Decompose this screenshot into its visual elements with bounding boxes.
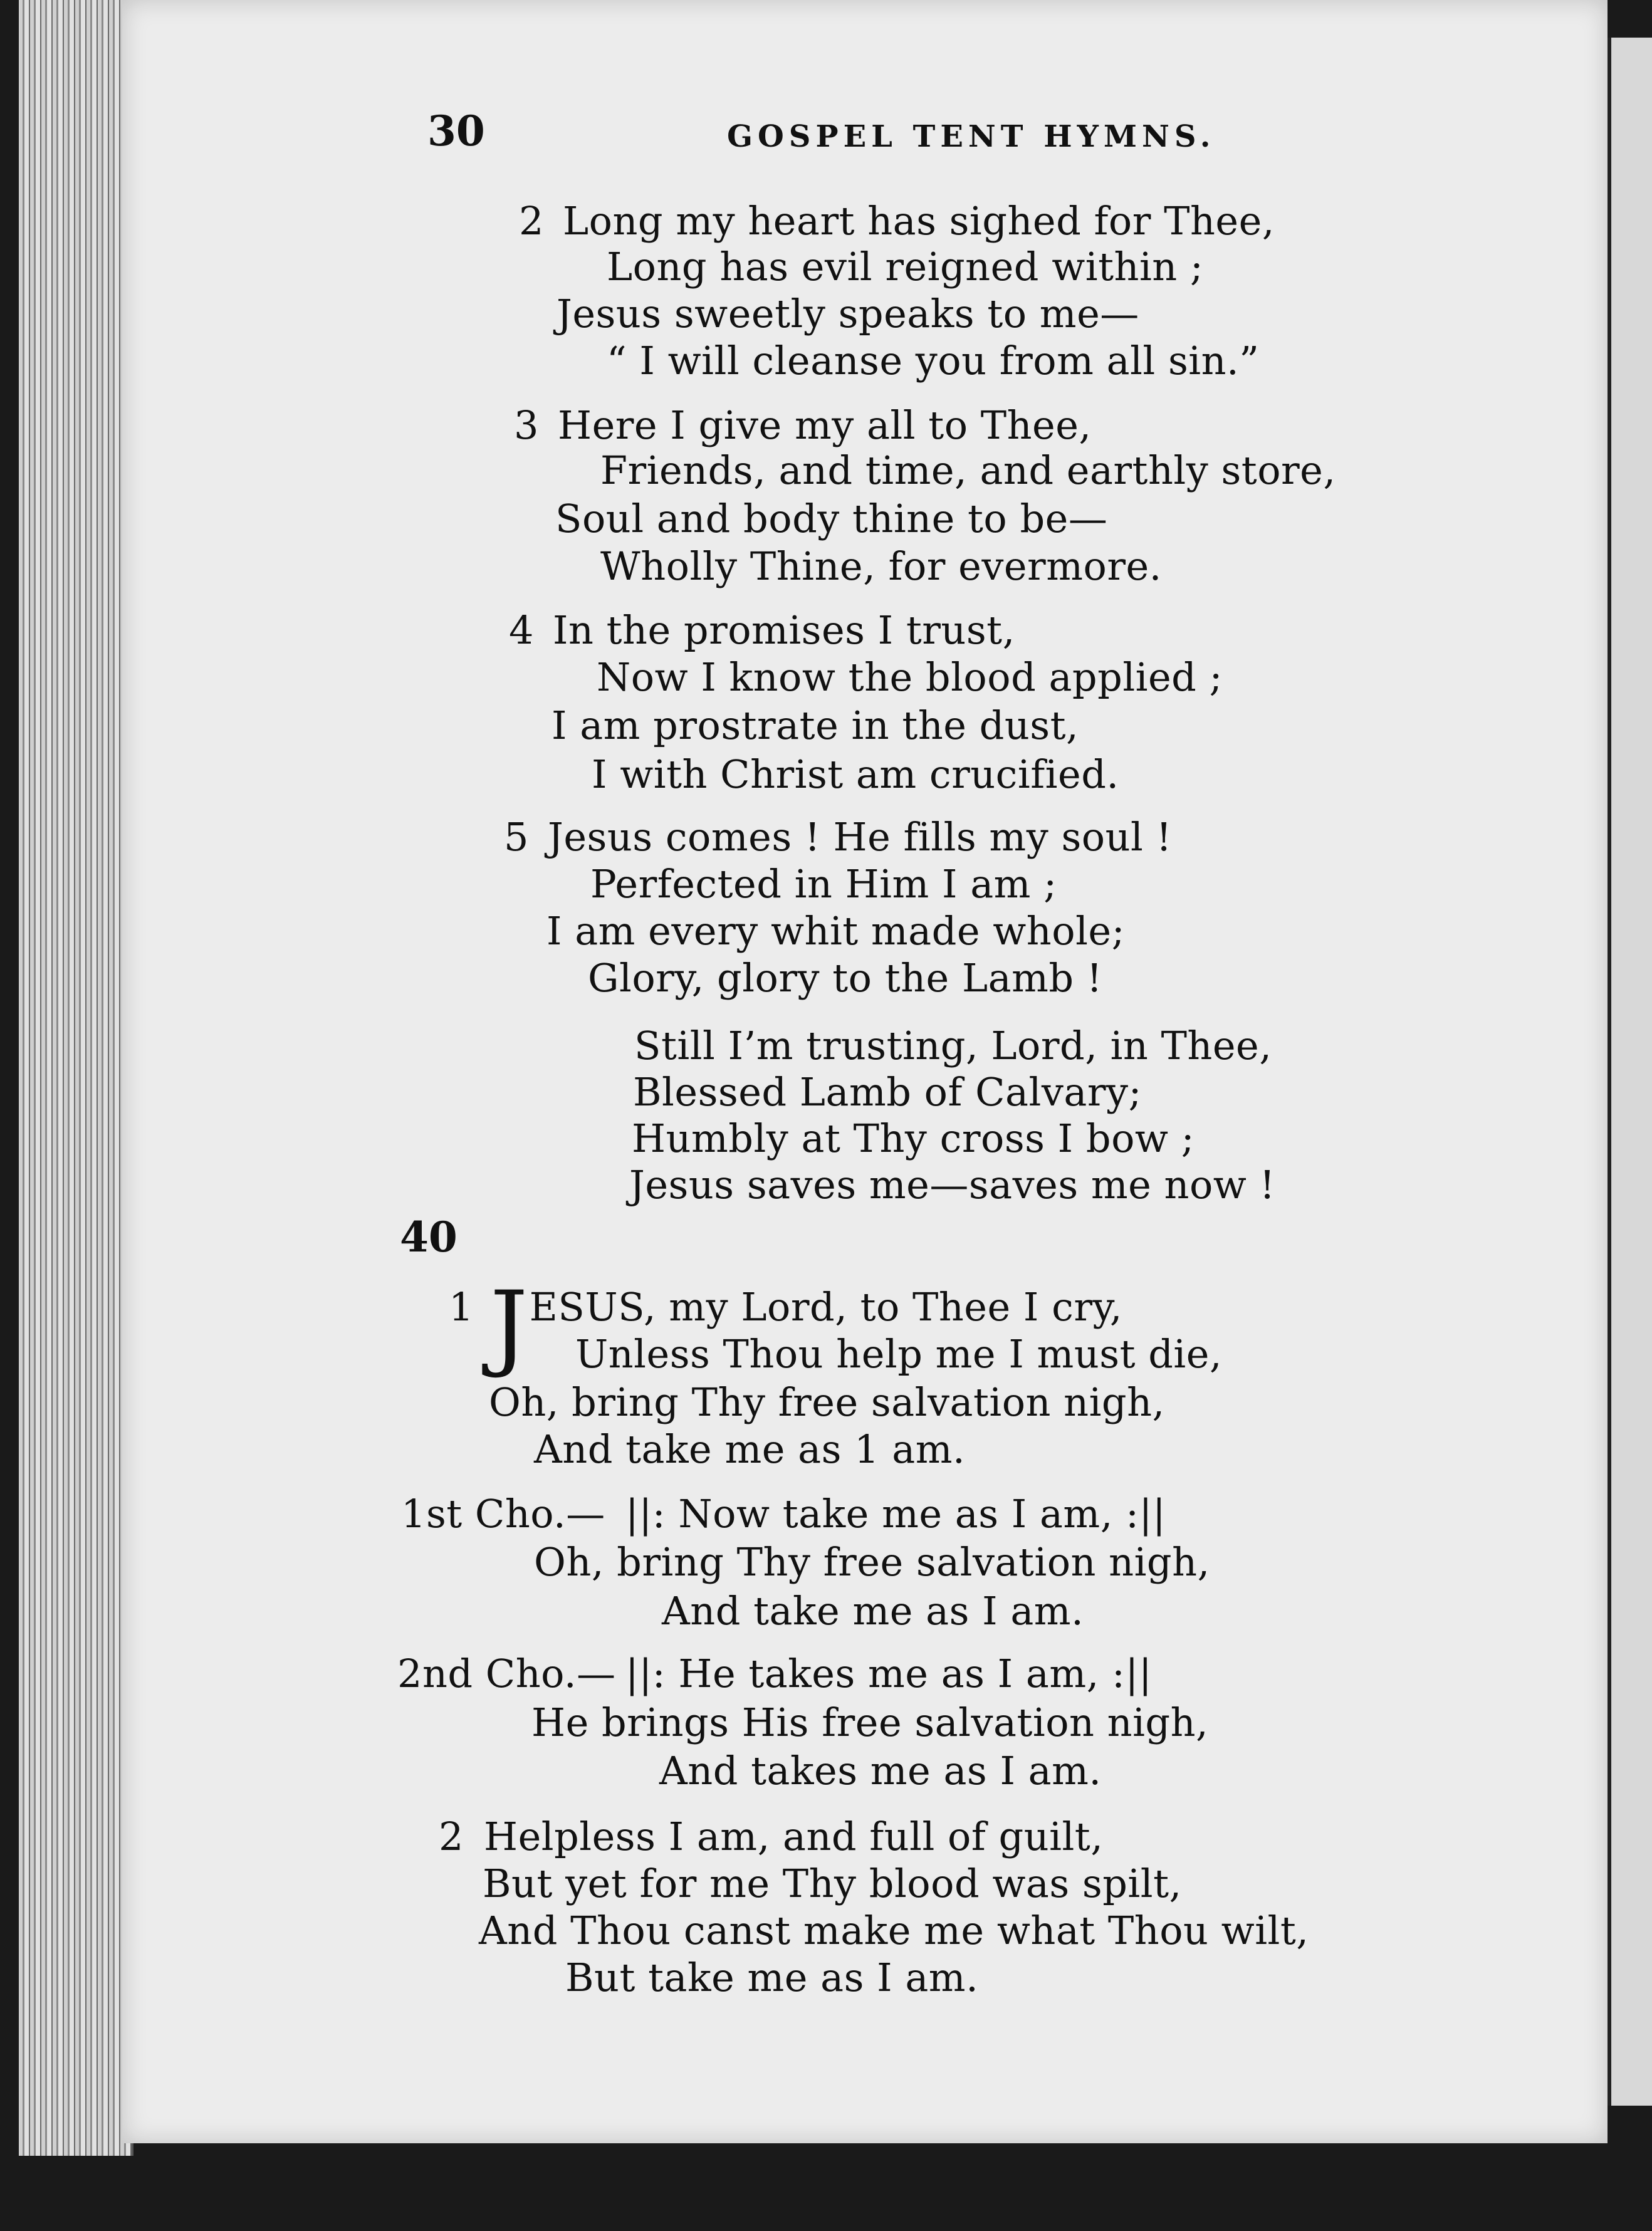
first-line-rest: ESUS, my Lord, to Thee I cry,	[529, 1284, 1122, 1330]
chorus-line: He brings His free salvation nigh,	[531, 1700, 1209, 1745]
verse-line: I with Christ am crucified.	[592, 751, 1119, 797]
verse-line: Unless Thou help me I must die,	[575, 1331, 1223, 1377]
refrain-line: Humbly at Thy cross I bow ;	[632, 1116, 1195, 1161]
verse-line: But take me as I am.	[565, 1955, 979, 2000]
refrain-line: Still I’m trusting, Lord, in Thee,	[634, 1023, 1272, 1068]
refrain-line: Blessed Lamb of Calvary;	[633, 1069, 1142, 1115]
verse-line: Helpless I am, and full of guilt,	[484, 1814, 1104, 1859]
verse-line: “ I will cleanse you from all sin.”	[607, 338, 1260, 384]
page-edges	[19, 0, 133, 2156]
verse-line: Now I know the blood applied ;	[597, 654, 1223, 700]
facing-page-edge	[1608, 38, 1652, 2106]
verse-line: Soul and body thine to be—	[555, 496, 1108, 541]
verse-line: Jesus sweetly speaks to me—	[557, 291, 1139, 337]
refrain-line: Jesus saves me—saves me now !	[629, 1162, 1275, 1208]
chorus-label: 1st Cho.—	[401, 1491, 605, 1537]
verse-line: Perfected in Him I am ;	[590, 861, 1057, 907]
chorus-line: ||: He takes me as I am, :||	[625, 1651, 1153, 1696]
stanza-number: 2	[519, 198, 544, 244]
hymn-number: 40	[400, 1213, 457, 1262]
running-title: GOSPEL TENT HYMNS.	[727, 119, 1216, 154]
chorus-line: ||: Now take me as I am, :||	[625, 1491, 1166, 1537]
page-number: 30	[427, 107, 485, 155]
stanza-number: 5	[504, 814, 529, 860]
stanza-number: 4	[509, 607, 534, 653]
verse-line: Oh, bring Thy free salvation nigh,	[489, 1379, 1165, 1425]
verse-line: And Thou canst make me what Thou wilt,	[479, 1908, 1309, 1953]
verse-line: And take me as 1 am.	[534, 1426, 966, 1472]
verse-line: In the promises I trust,	[553, 607, 1015, 653]
verse-line: I am every whit made whole;	[546, 908, 1125, 954]
verse-line: Long has evil reigned within ;	[607, 244, 1204, 290]
verse-line: Wholly Thine, for evermore.	[600, 543, 1162, 589]
chorus-line: Oh, bring Thy free salvation nigh,	[534, 1539, 1210, 1585]
verse-line: Here I give my all to Thee,	[558, 402, 1092, 448]
chorus-line: And takes me as I am.	[659, 1748, 1102, 1794]
verse-line: Glory, glory to the Lamb !	[588, 955, 1103, 1001]
stanza-number: 2	[439, 1814, 464, 1859]
verse-line: But yet for me Thy blood was spilt,	[483, 1861, 1182, 1906]
chorus-label: 2nd Cho.—	[397, 1651, 616, 1696]
verse-line: Long my heart has sighed for Thee,	[563, 198, 1275, 244]
chorus-line: And take me as I am.	[662, 1588, 1084, 1634]
stanza-number: 1	[449, 1284, 474, 1330]
verse-line: Jesus comes ! He fills my soul !	[548, 814, 1172, 860]
drop-cap: J	[490, 1272, 528, 1381]
verse-line: Friends, and time, and earthly store,	[600, 447, 1336, 493]
verse-line: I am prostrate in the dust,	[552, 703, 1079, 748]
stanza-number: 3	[514, 402, 539, 448]
